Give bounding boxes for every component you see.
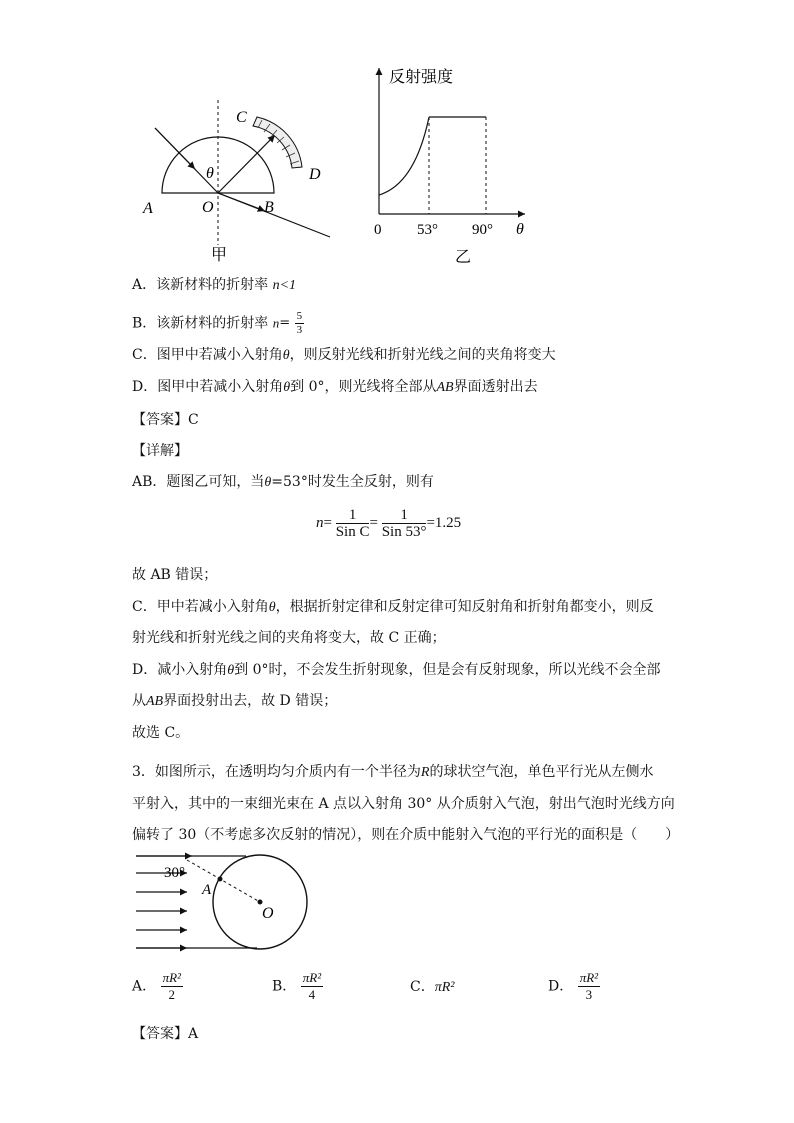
q3-line1: 3．如图所示，在透明均匀介质内有一个半径为R的球状空气泡，单色平行光从左侧水 [132,764,654,780]
detail-header: 【详解】 [132,443,188,459]
label-C: C [236,109,247,126]
detail-line6: 从AB界面投射出去，故 D 错误； [132,693,338,709]
figure-yi [365,60,545,270]
tick-53: 53° [417,222,438,238]
q3-option-b: B． $\frac{\text{πR²}}{4}$ [272,970,322,1002]
label-O: O [202,199,214,216]
label-theta: θ [206,165,214,182]
detail-line4: 射光线和折射光线之间的夹角将变大，故 C 正确； [132,630,446,646]
detail-line5: D．减小入射角θ到 0°时，不会发生折射现象，但是会有反射现象，所以光线不会全部 [132,662,661,678]
formula: n= $\frac{1}{\text{Sin C}}$ = $\frac{1}{\text{Sin 53°}}$ =1.25 [316,507,462,540]
answer-q3: 【答案】A [132,1026,199,1042]
label-A: A [143,200,153,217]
q3-option-a: A． $\frac{\text{πR²}}{2}$ [132,970,181,1002]
caption-jia: 甲 [211,247,228,264]
x-axis-label: θ [516,221,524,238]
tick-90: 90° [472,222,493,238]
point-O: O [262,905,274,922]
q3-option-d: D． $\frac{\text{πR²}}{3}$ [548,970,599,1002]
option-a: A．该新材料的折射率 n<1 [132,277,297,293]
option-d: D．图甲中若减小入射角θ到 0°，则光线将全部从AB界面透射出去 [132,379,538,395]
radius-dashed [187,860,260,902]
y-axis-label: 反射强度 [389,69,454,86]
detail-line1: AB．题图乙可知，当θ=53°时发生全反射，则有 [132,474,434,490]
point-A: A [202,882,212,898]
figure-q3 [132,852,332,952]
label-D: D [309,166,321,183]
label-B: B [264,199,274,216]
q3-option-c: C．πR² [410,979,455,995]
answer-q2: 【答案】C [132,412,199,428]
detail-line3: C．甲中若减小入射角θ，根据折射定律和反射定律可知反射角和折射角都变小，则反 [132,599,654,615]
detail-line7: 故选 C。 [132,725,190,741]
option-c: C．图甲中若减小入射角θ，则反射光线和折射光线之间的夹角将变大 [132,347,556,363]
caption-yi: 乙 [455,249,472,266]
detail-line2: 故 AB 错误； [132,567,218,583]
option-b: B．该新材料的折射率 n= $\frac{5}{3}$ [132,310,303,336]
angle-label: 30° [164,865,185,881]
curve [379,117,429,195]
origin-label: 0 [374,222,382,238]
q3-line2: 平射入，其中的一束细光束在 A 点以入射角 30° 从介质射入气泡，射出气泡时光线方向 [132,796,675,812]
q3-line3: 偏转了 30（不考虑多次反射的情况），则在介质中能射入气泡的平行光的面积是（ ） [132,827,680,843]
figure-jia [140,95,340,270]
